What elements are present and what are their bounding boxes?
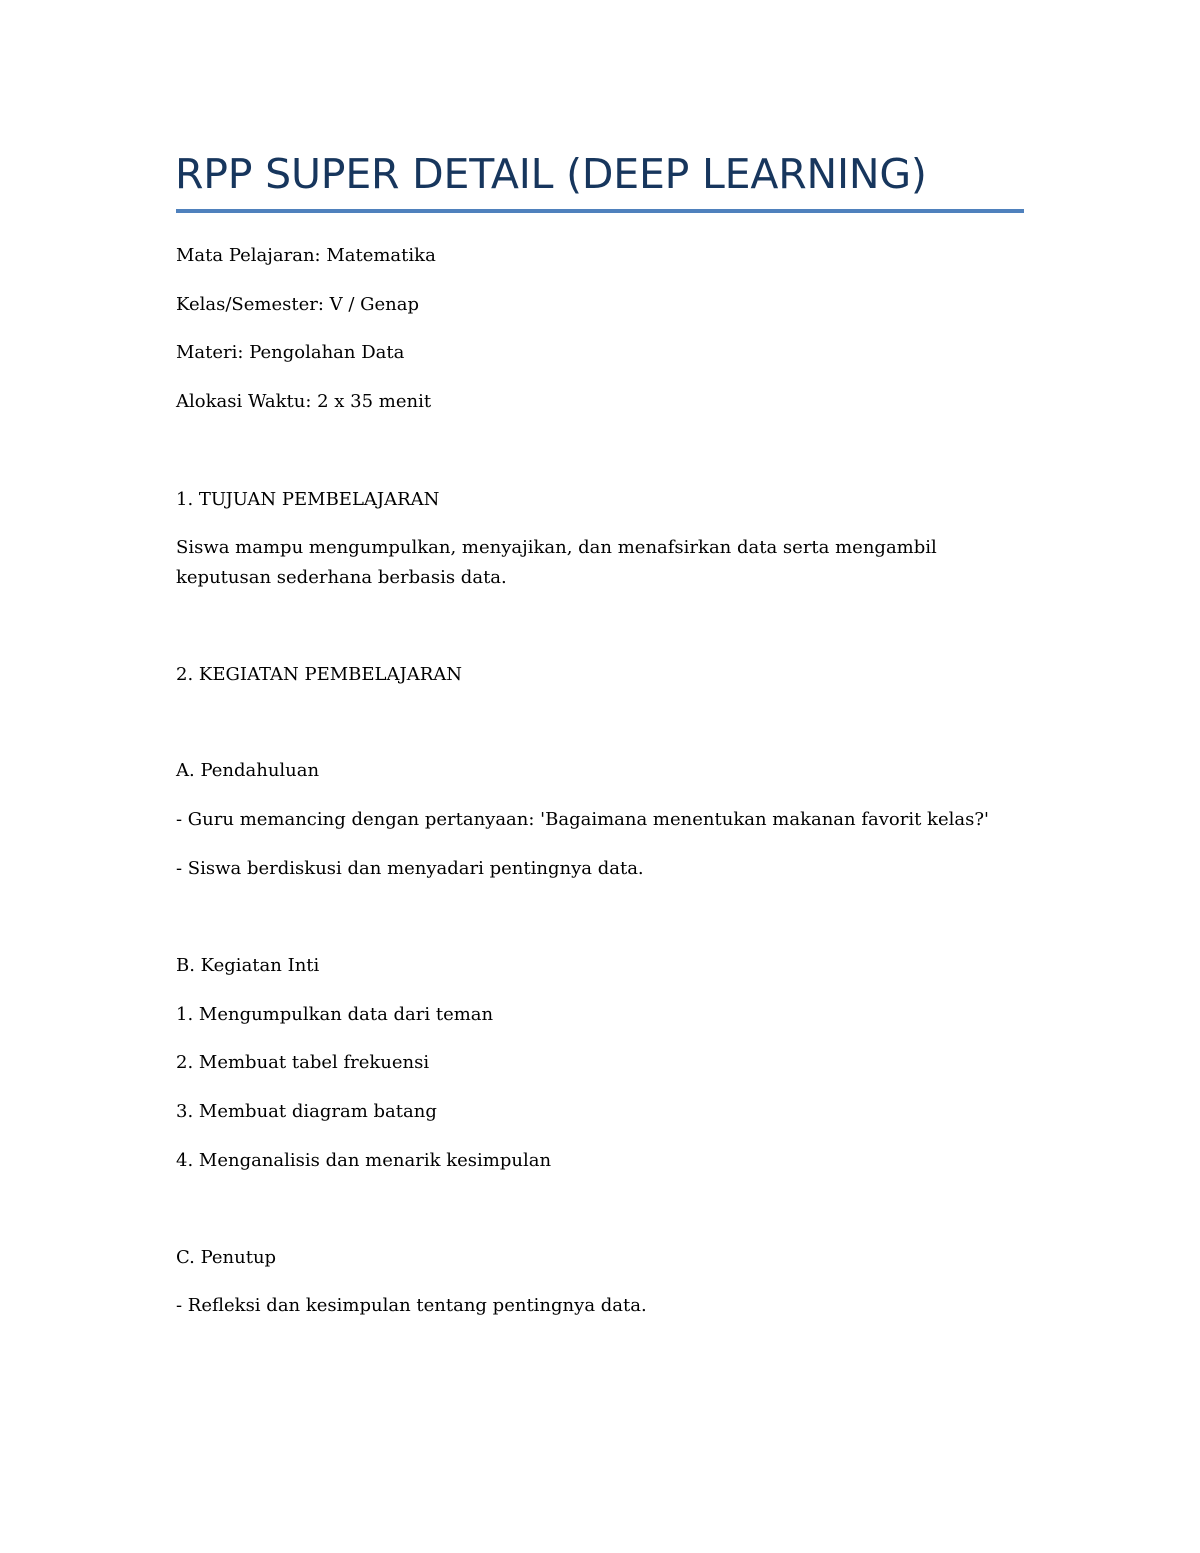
title-underline: [176, 209, 1024, 213]
list-item: - Siswa berdiskusi dan menyadari pentingnya data.: [176, 858, 644, 879]
info-time-allocation: Alokasi Waktu: 2 x 35 menit: [176, 391, 432, 412]
list-item: - Refleksi dan kesimpulan tentang pentingnya data.: [176, 1295, 647, 1316]
list-item: 1. Mengumpulkan data dari teman: [176, 1004, 494, 1025]
document-title: RPP SUPER DETAIL (DEEP LEARNING): [175, 150, 927, 198]
subheading-closing: C. Penutup: [176, 1247, 277, 1268]
section-heading-activities: 2. KEGIATAN PEMBELAJARAN: [176, 664, 462, 685]
subheading-introduction: A. Pendahuluan: [176, 760, 320, 781]
list-item: 2. Membuat tabel frekuensi: [176, 1052, 430, 1073]
objectives-paragraph: Siswa mampu mengumpulkan, menyajikan, dan menafsirkan data serta mengambil keputusan sederhana berbasis data.: [176, 537, 937, 588]
info-subject: Mata Pelajaran: Matematika: [176, 245, 436, 266]
subheading-core-activities: B. Kegiatan Inti: [176, 955, 320, 976]
info-material: Materi: Pengolahan Data: [176, 342, 405, 363]
section-heading-objectives: 1. TUJUAN PEMBELAJARAN: [176, 489, 440, 510]
list-item: 3. Membuat diagram batang: [176, 1101, 437, 1122]
list-item: - Guru memancing dengan pertanyaan: 'Bagaimana menentukan makanan favorit kelas?': [176, 809, 989, 830]
info-class-semester: Kelas/Semester: V / Genap: [176, 294, 420, 315]
list-item: 4. Menganalisis dan menarik kesimpulan: [176, 1150, 552, 1171]
